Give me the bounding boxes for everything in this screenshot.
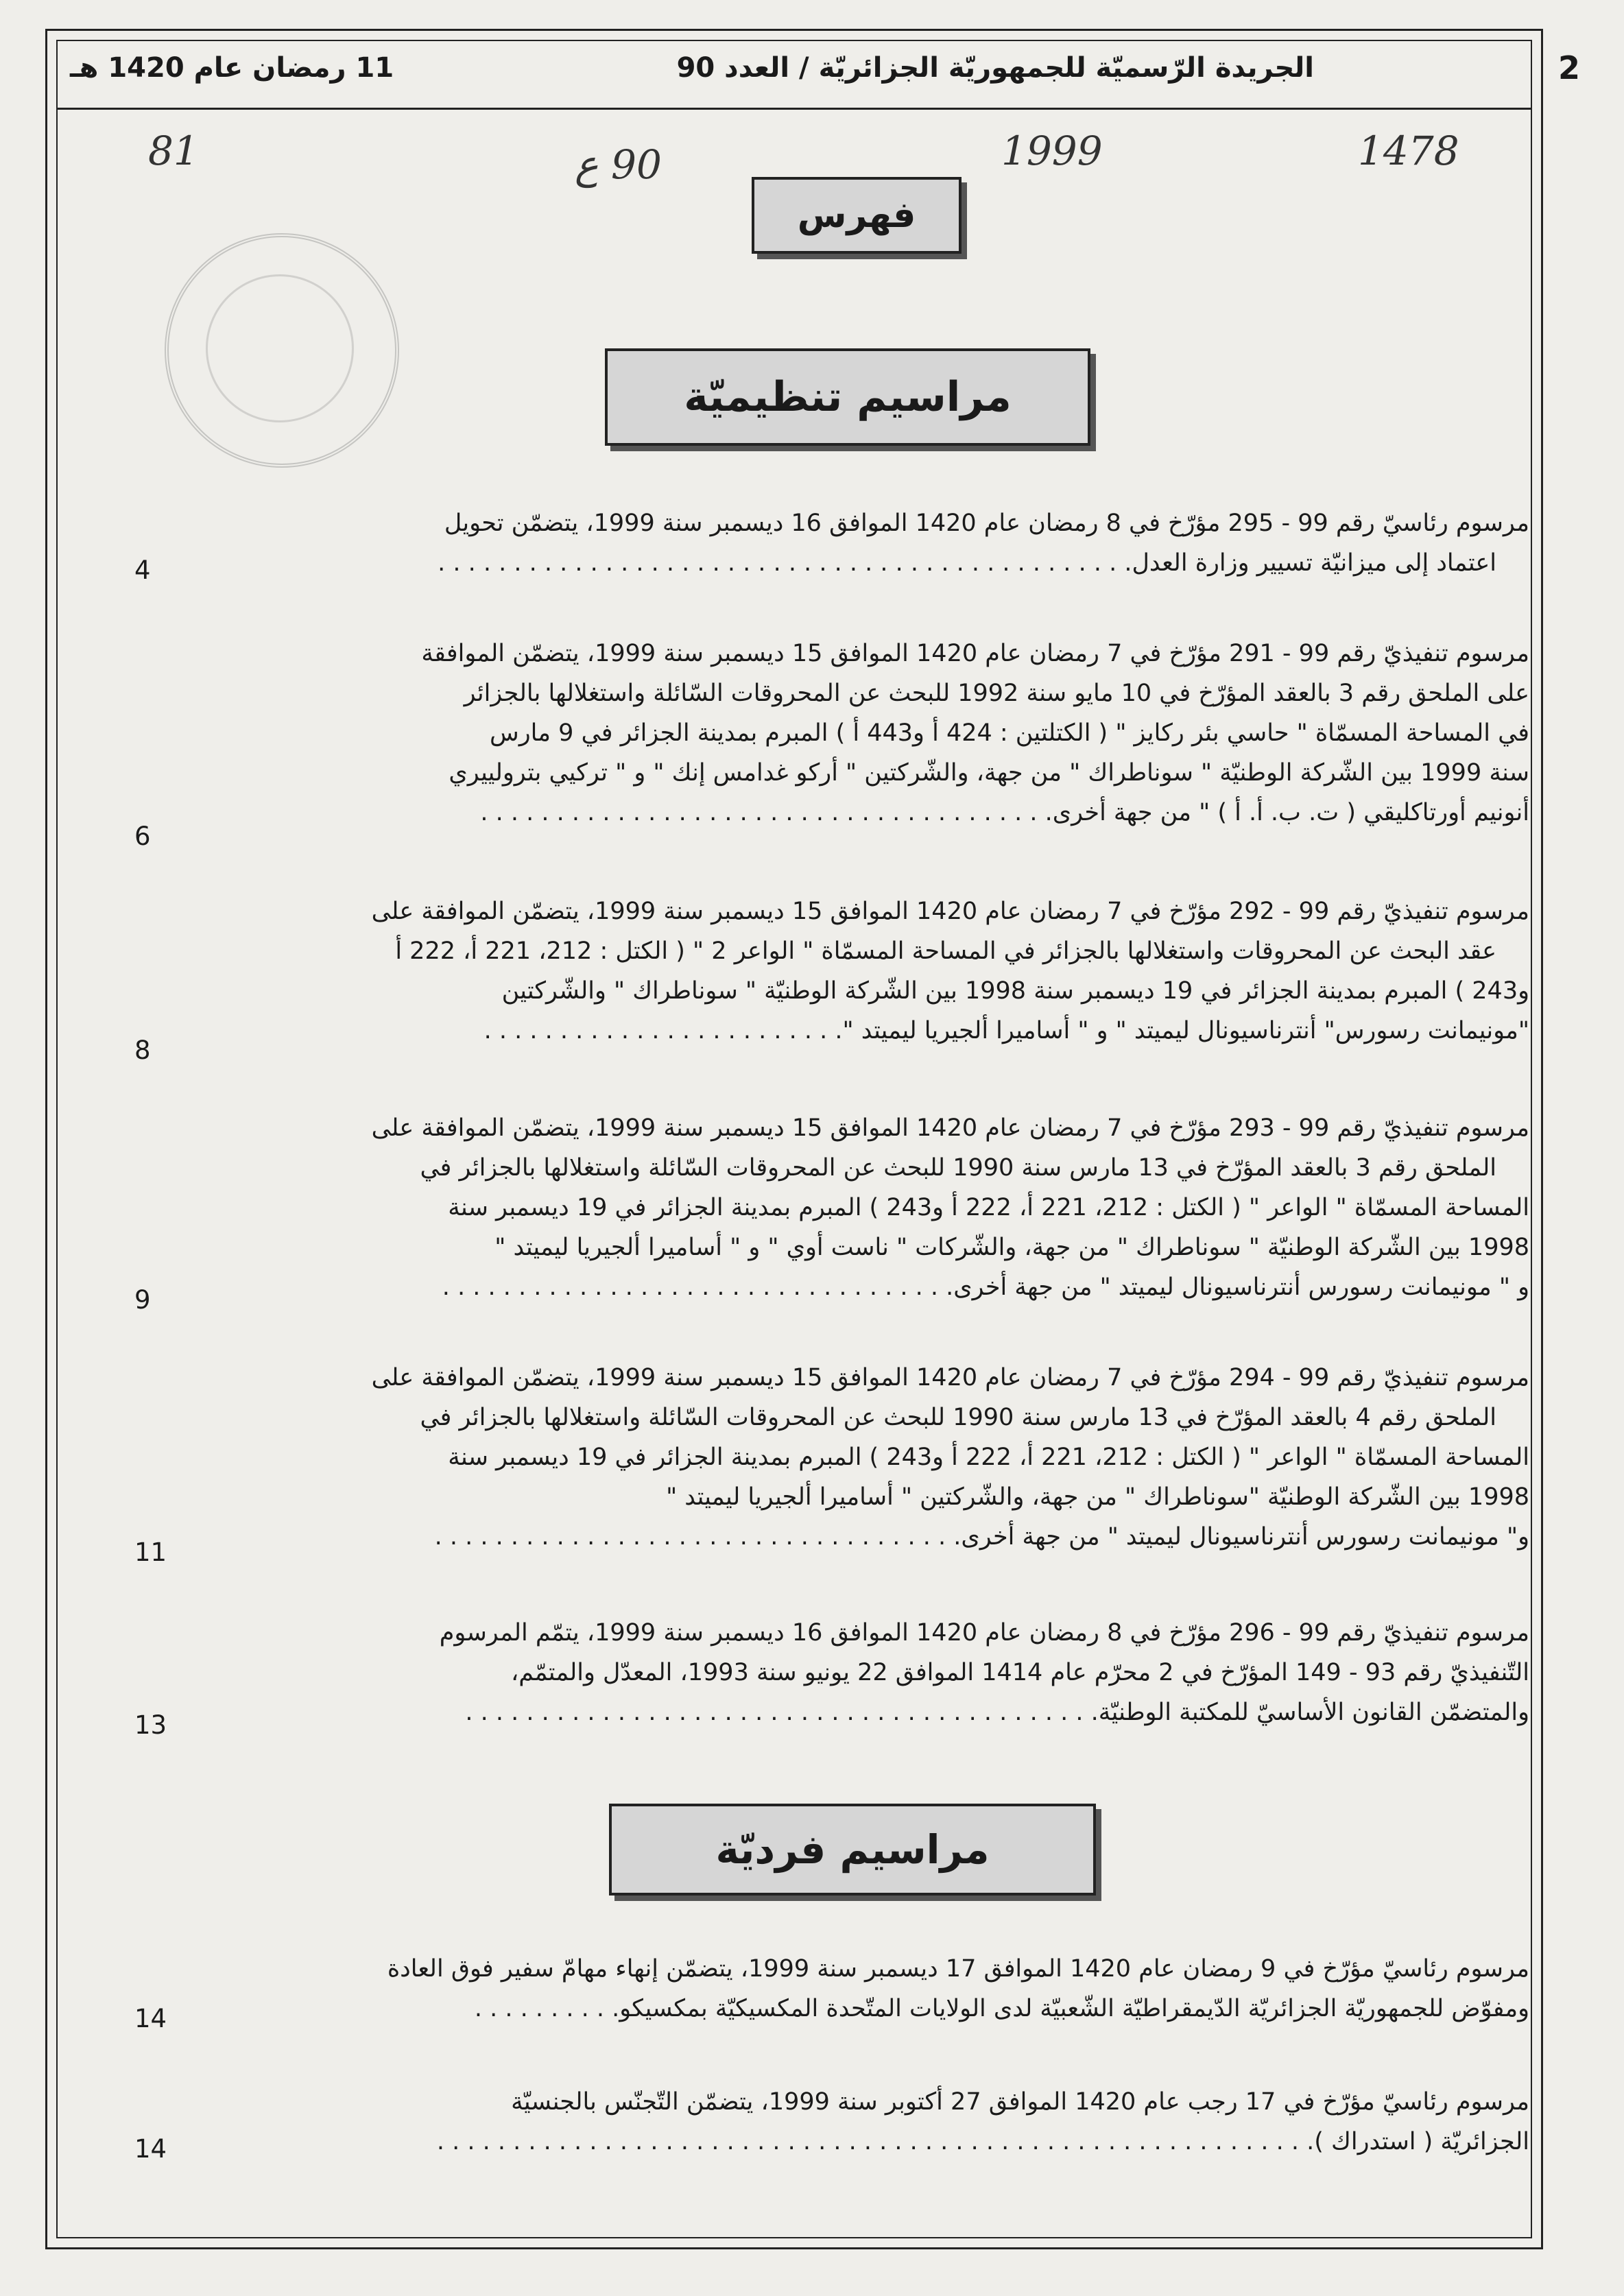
- handwritten-note-issue: 90 ع: [575, 141, 662, 188]
- entry-line: اعتماد إلى ميزانيّة تسيير وزارة العدل. . . . . . . . . . . . . . . . . . . . . . . . . . . . . . . . . . . . . . . . . . . . . .: [438, 549, 1496, 577]
- entry-page-number: 11: [134, 1538, 167, 1567]
- entry-regulatory-4: [185, 1108, 1529, 1307]
- entry-line: "مونيمانت رسورس" أنترناسيونال ليميتد " و " أساميرا ألجيريا ليميتد ". . . . . . . . . . . . . . . . . . . . . . . .: [483, 1017, 1529, 1044]
- entry-regulatory-2: [185, 634, 1529, 833]
- entry-individual-1: [185, 1949, 1529, 2029]
- library-stamp-inner: [206, 274, 354, 422]
- entry-line: سنة 1999 بين الشّركة الوطنيّة " سوناطراك " من جهة، والشّركتين " أركو غدامس إنك " و " تركيي بترولييري: [449, 759, 1529, 787]
- entry-line: 1998 بين الشّركة الوطنيّة " سوناطراك " من جهة، والشّركات " ناست أوي " و " أساميرا ألجيريا ليميتد ": [494, 1234, 1529, 1261]
- entry-individual-2: [185, 2082, 1529, 2162]
- entry-regulatory-3: [185, 892, 1529, 1051]
- entry-line: مرسوم تنفيذيّ رقم 99 - 292 مؤرّخ في 7 رمضان عام 1420 الموافق 15 ديسمبر سنة 1999، يتضمّن الموافقة على: [371, 898, 1529, 925]
- entry-page-number: 6: [134, 822, 151, 851]
- entry-line: مرسوم تنفيذيّ رقم 99 - 291 مؤرّخ في 7 رمضان عام 1420 الموافق 15 ديسمبر سنة 1999، يتضمّن الموافقة: [421, 640, 1529, 667]
- entry-page-number: 8: [134, 1036, 151, 1065]
- issue-date: 11 رمضان عام 1420 هـ: [70, 52, 394, 84]
- section-title-individual: مراسيم فرديّة: [609, 1804, 1096, 1896]
- entry-line: المساحة المسمّاة " الواعر " ( الكتل : 212، 221 أ، 222 أ و243 ) المبرم بمدينة الجزائر في 19 ديسمبر سنة: [448, 1444, 1529, 1471]
- entry-line: والمتضمّن القانون الأساسيّ للمكتبة الوطنيّة. . . . . . . . . . . . . . . . . . . . . . . . . . . . . . . . . . . . . . . . . .: [465, 1699, 1529, 1726]
- entry-page-number: 9: [134, 1285, 151, 1315]
- entry-regulatory-1: [185, 503, 1529, 583]
- page-header: [56, 40, 1580, 110]
- entry-page-number: 4: [134, 555, 151, 585]
- handwritten-note-year: 1999: [1001, 128, 1103, 174]
- entry-line: مرسوم رئاسيّ مؤرّخ في 9 رمضان عام 1420 الموافق 17 ديسمبر سنة 1999، يتضمّن إنهاء مهامّ سفير فوق العادة: [387, 1955, 1529, 1983]
- entry-line: 1998 بين الشّركة الوطنيّة "سوناطراك " من جهة، والشّركتين " أساميرا ألجيريا ليميتد ": [666, 1483, 1529, 1511]
- entry-line: التّنفيذيّ رقم 93 - 149 المؤرّخ في 2 محرّم عام 1414 الموافق 22 يونيو سنة 1993، المعدّل والمتمّم،: [510, 1659, 1529, 1686]
- entry-line: مرسوم تنفيذيّ رقم 99 - 293 مؤرّخ في 7 رمضان عام 1420 الموافق 15 ديسمبر سنة 1999، يتضمّن الموافقة على: [371, 1114, 1529, 1142]
- entry-line: الجزائريّة ( استدراك ). . . . . . . . . . . . . . . . . . . . . . . . . . . . . . . . . . . . . . . . . . . . . . . . . . . . . . . . . .: [436, 2128, 1529, 2155]
- entry-line: الملحق رقم 4 بالعقد المؤرّخ في 13 مارس سنة 1990 للبحث عن المحروقات السّائلة واستغلالها بالجزائر في: [420, 1404, 1496, 1431]
- entry-line: ومفوّض للجمهوريّة الجزائريّة الدّيمقراطيّة الشّعبيّة لدى الولايات المتّحدة المكسيكيّة بمكسيكو. . . . . . . . . .: [474, 1995, 1529, 2022]
- entry-line: في المساحة المسمّاة " حاسي بئر ركايز " ( الكتلتين : 424 أ و443 أ ) المبرم بمدينة الجزائر في 9 مارس: [489, 719, 1529, 747]
- entry-line: المساحة المسمّاة " الواعر " ( الكتل : 212، 221 أ، 222 أ و243 ) المبرم بمدينة الجزائر في 19 ديسمبر سنة: [448, 1194, 1529, 1221]
- entry-regulatory-6: [185, 1613, 1529, 1732]
- journal-title: الجريدة الرّسميّة للجمهوريّة الجزائريّة / العدد 90: [676, 52, 1314, 84]
- page-number: 2: [1557, 49, 1580, 86]
- entry-regulatory-5: [185, 1358, 1529, 1557]
- entry-line: و243 ) المبرم بمدينة الجزائر في 19 ديسمبر سنة 1998 بين الشّركة الوطنيّة " سوناطراك " والشّركتين: [501, 977, 1529, 1005]
- entry-line: على الملحق رقم 3 بالعقد المؤرّخ في 10 مايو سنة 1992 للبحث عن المحروقات السّائلة واستغلالها بالجزائر: [464, 680, 1529, 707]
- entry-line: مرسوم رئاسيّ مؤرّخ في 17 رجب عام 1420 الموافق 27 أكتوبر سنة 1999، يتضمّن التّجنّس بالجنسيّة: [511, 2088, 1529, 2116]
- entry-line: عقد البحث عن المحروقات واستغلالها بالجزائر في المساحة المسمّاة " الواعر 2 " ( الكتل : 212، 221 أ، 222 أ: [395, 937, 1496, 965]
- entry-line: مرسوم رئاسيّ رقم 99 - 295 مؤرّخ في 8 رمضان عام 1420 الموافق 16 ديسمبر سنة 1999، يتضمّن تحويل: [444, 510, 1529, 537]
- entry-line: الملحق رقم 3 بالعقد المؤرّخ في 13 مارس سنة 1990 للبحث عن المحروقات السّائلة واستغلالها بالجزائر في: [420, 1154, 1496, 1182]
- entry-page-number: 14: [134, 2134, 167, 2164]
- entry-line: مرسوم تنفيذيّ رقم 99 - 294 مؤرّخ في 7 رمضان عام 1420 الموافق 15 ديسمبر سنة 1999، يتضمّن الموافقة على: [371, 1364, 1529, 1391]
- handwritten-note-left: 81: [148, 128, 199, 174]
- entry-line: مرسوم تنفيذيّ رقم 99 - 296 مؤرّخ في 8 رمضان عام 1420 الموافق 16 ديسمبر سنة 1999، يتمّم المرسوم: [439, 1619, 1529, 1647]
- section-title-regulatory: مراسيم تنظيميّة: [605, 348, 1090, 446]
- entry-page-number: 14: [134, 2004, 167, 2033]
- entry-line: أنونيم أورتاكليقي ( ت. ب. أ. أ ) " من جهة أخرى. . . . . . . . . . . . . . . . . . . . . . . . . . . . . . . . . . . . . .: [480, 799, 1529, 826]
- index-title: فهرس: [752, 177, 962, 254]
- handwritten-note-right: 1478: [1358, 128, 1459, 174]
- entry-line: و " مونيمانت رسورس أنترناسيونال ليميتد " من جهة أخرى. . . . . . . . . . . . . . . . . . . . . . . . . . . . . . . . . .: [442, 1273, 1529, 1301]
- entry-line: و" مونيمانت رسورس أنترناسيونال ليميتد " من جهة أخرى. . . . . . . . . . . . . . . . . . . . . . . . . . . . . . . . . . .: [434, 1523, 1529, 1551]
- entry-page-number: 13: [134, 1710, 167, 1740]
